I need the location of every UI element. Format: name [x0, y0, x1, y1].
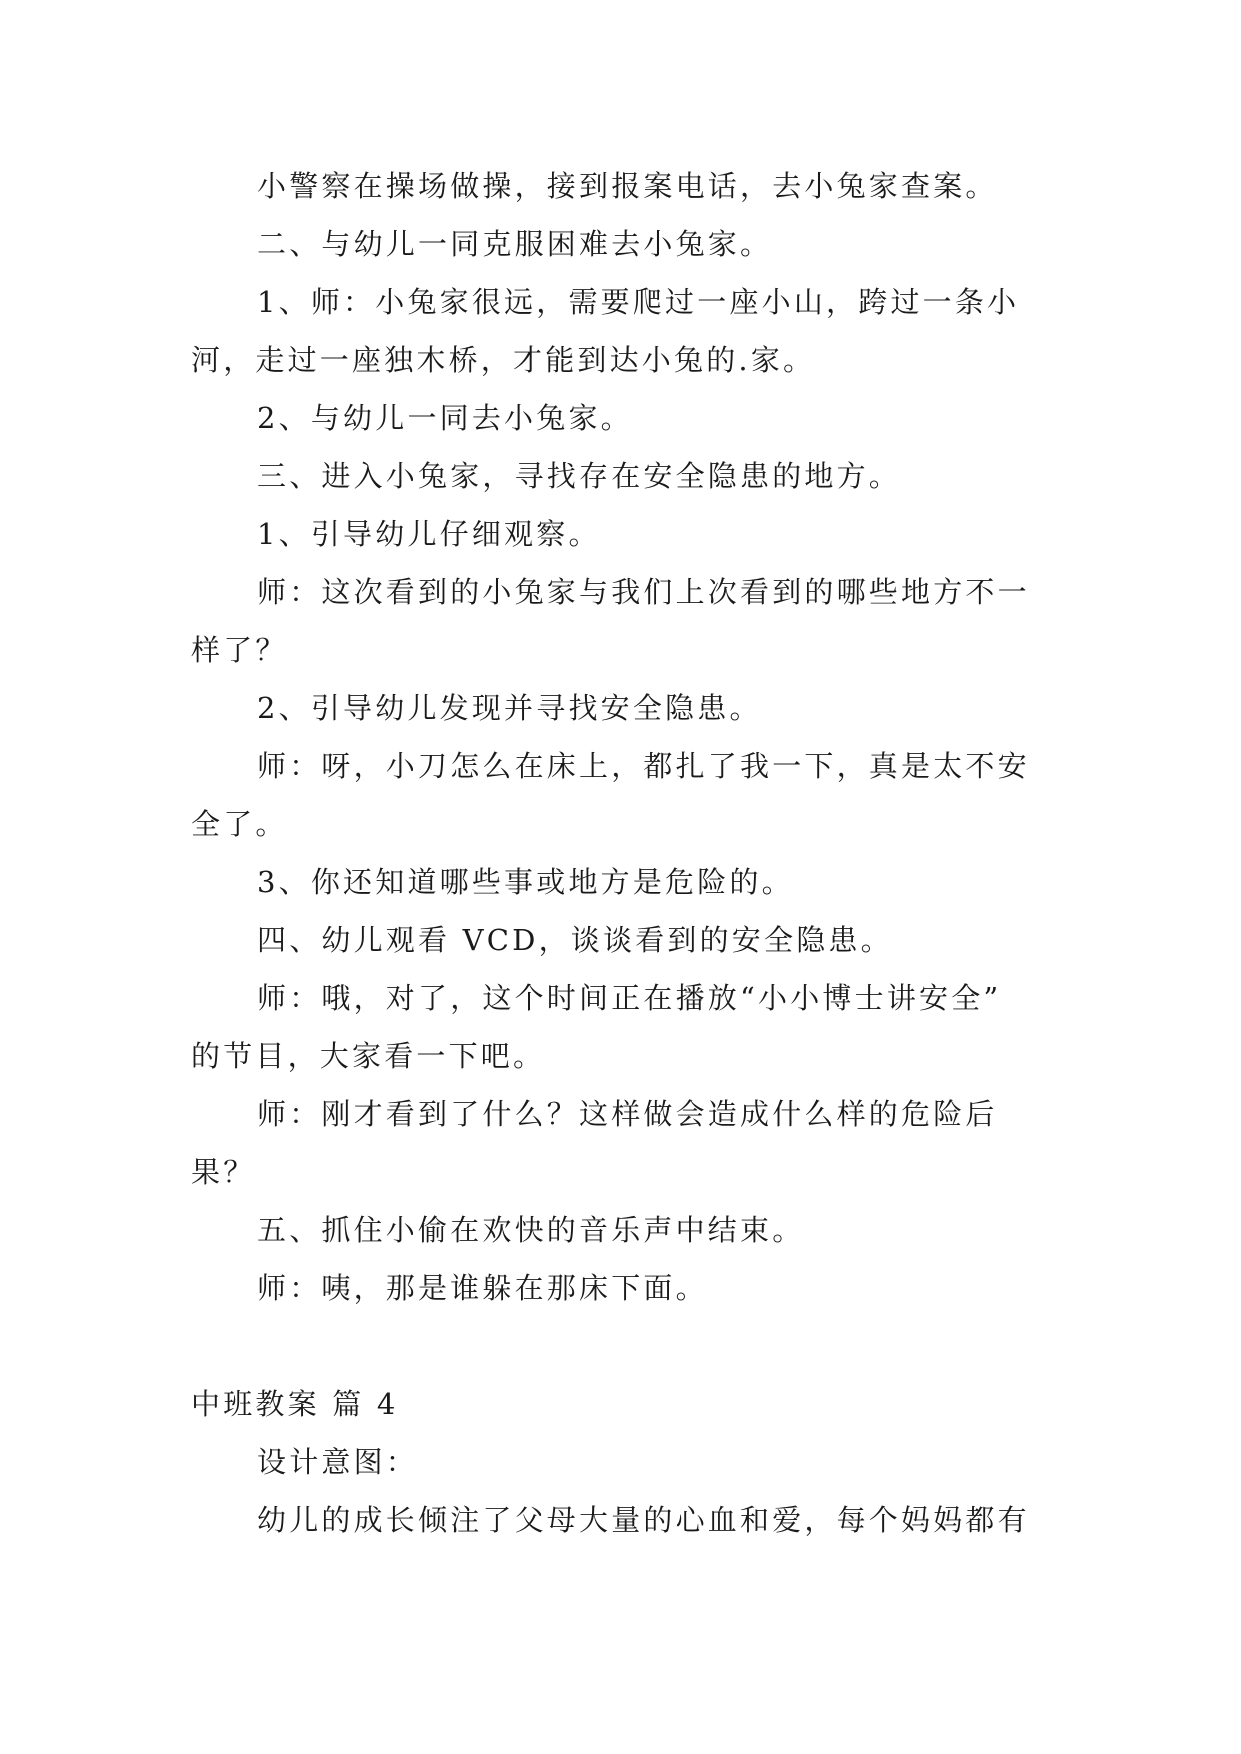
paragraph-line: 果？ — [191, 1155, 256, 1189]
paragraph-line: 样了？ — [191, 633, 288, 667]
paragraph-line: 师：呀，小刀怎么在床上，都扎了我一下，真是太不安 — [257, 749, 1030, 783]
paragraph-line: 的节目，大家看一下吧。 — [191, 1039, 546, 1073]
paragraph-line: 小警察在操场做操，接到报案电话，去小兔家查案。 — [257, 169, 998, 203]
section-heading: 五、抓住小偷在欢快的音乐声中结束。 — [257, 1213, 805, 1247]
paragraph-line: 河，走过一座独木桥，才能到达小兔的.家。 — [191, 343, 816, 377]
paragraph-line: 1、师：小兔家很远，需要爬过一座小山，跨过一条小 — [257, 285, 1020, 319]
chapter-title: 中班教案 篇 4 — [191, 1387, 399, 1421]
paragraph-line: 1、引导幼儿仔细观察。 — [257, 517, 601, 551]
paragraph-line: 师：哦，对了，这个时间正在播放“小小博士讲安全” — [257, 981, 1002, 1015]
paragraph-line: 2、与幼儿一同去小兔家。 — [257, 401, 633, 435]
section-heading: 四、幼儿观看 VCD，谈谈看到的安全隐患。 — [257, 923, 893, 957]
paragraph-line: 师：咦，那是谁躲在那床下面。 — [257, 1271, 708, 1305]
paragraph-line: 师：刚才看到了什么？这样做会造成什么样的危险后 — [257, 1097, 998, 1131]
section-heading: 二、与幼儿一同克服困难去小兔家。 — [257, 227, 773, 261]
paragraph-line: 师：这次看到的小兔家与我们上次看到的哪些地方不一 — [257, 575, 1030, 609]
paragraph-line: 设计意图： — [257, 1445, 419, 1479]
paragraph-line: 2、引导幼儿发现并寻找安全隐患。 — [257, 691, 762, 725]
paragraph-line: 全了。 — [191, 807, 288, 841]
paragraph-line: 幼儿的成长倾注了父母大量的心血和爱，每个妈妈都有 — [257, 1503, 1030, 1537]
paragraph-line: 3、你还知道哪些事或地方是危险的。 — [257, 865, 794, 899]
section-heading: 三、进入小兔家，寻找存在安全隐患的地方。 — [257, 459, 902, 493]
